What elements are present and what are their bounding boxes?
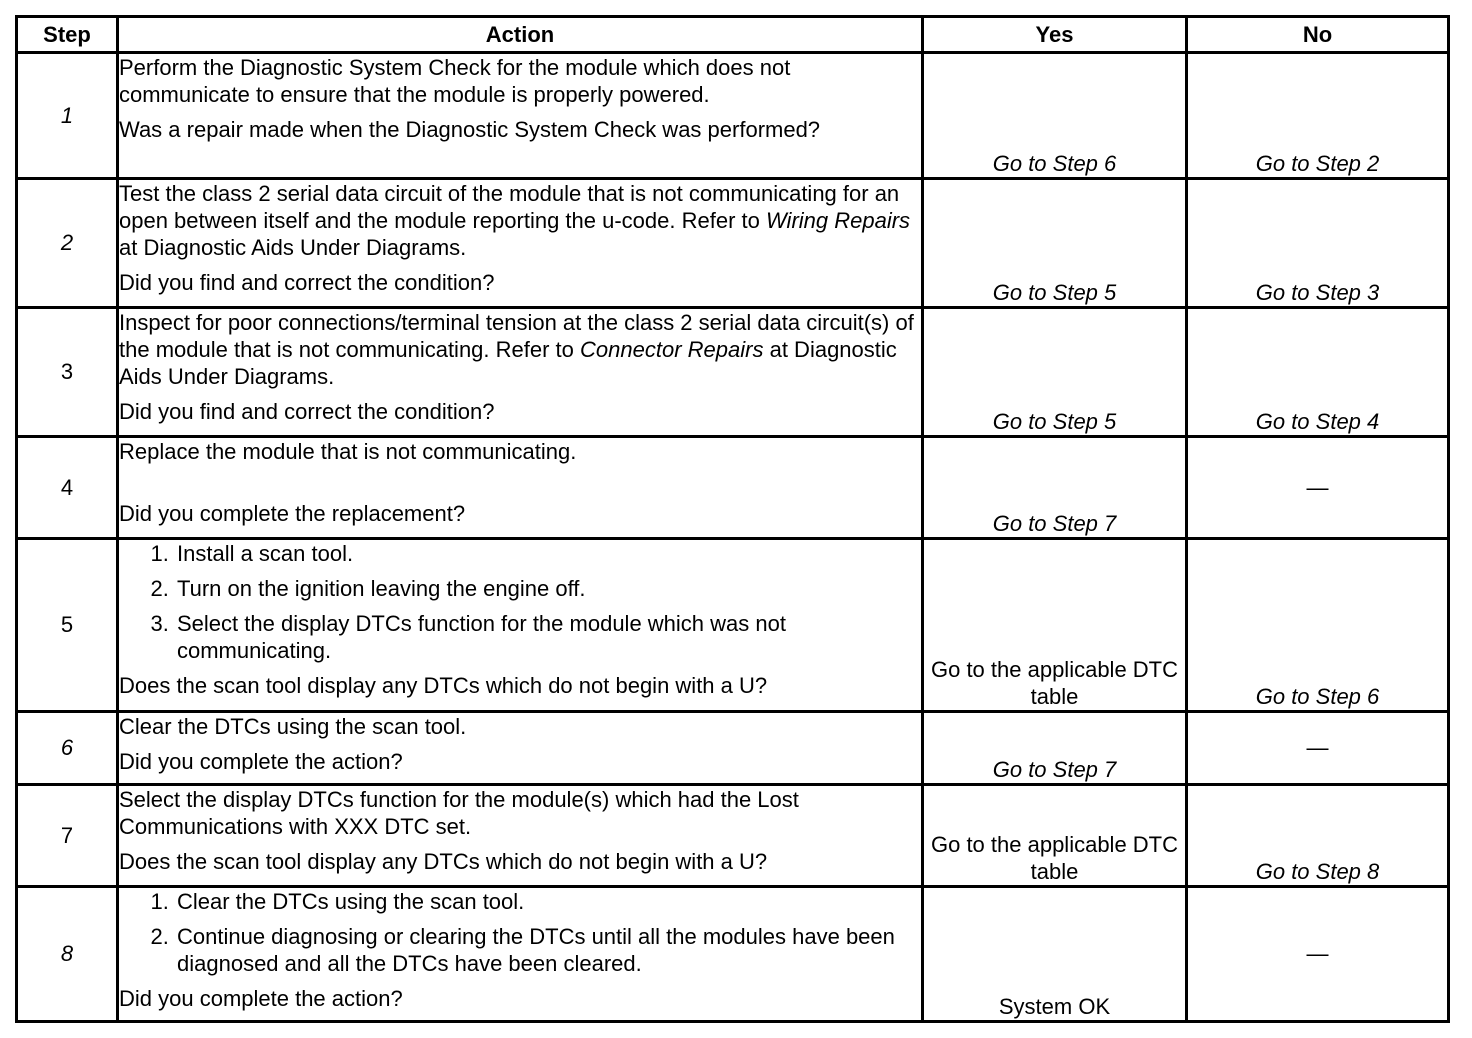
action-cell — [118, 712, 923, 785]
yes-cell: Go to Step 7 — [923, 437, 1187, 539]
no-cell: Go to Step 3 — [1187, 179, 1449, 308]
action-cell — [118, 785, 923, 887]
table-row-step-6 — [17, 712, 1449, 785]
substep-list — [119, 540, 921, 664]
action-question: Was a repair made when the Diagnostic System Check was performed? — [119, 117, 821, 142]
yes-cell: Go to Step 5 — [923, 308, 1187, 437]
no-cell: Go to Step 4 — [1187, 308, 1449, 437]
header-row — [17, 17, 1449, 53]
yes-cell: System OK — [923, 887, 1187, 1022]
table-row-step-8 — [17, 887, 1449, 1022]
no-cell: — — [1187, 887, 1449, 1022]
action-cell — [118, 179, 923, 308]
no-cell: Go to Step 2 — [1187, 53, 1449, 179]
action-question: Does the scan tool display any DTCs which do not begin with a U? — [119, 849, 768, 874]
reference-link: Connector Repairs — [580, 337, 764, 362]
no-cell: Go to Step 8 — [1187, 785, 1449, 887]
action-question: Did you find and correct the condition? — [119, 270, 495, 295]
header-step: Step — [17, 17, 118, 53]
action-instruction — [119, 180, 921, 261]
step-number: 5 — [17, 539, 118, 712]
action-cell — [118, 53, 923, 179]
yes-cell: Go to Step 5 — [923, 179, 1187, 308]
table-row-step-5 — [17, 539, 1449, 712]
yes-cell: Go to the applicable DTC table — [923, 539, 1187, 712]
table-row-step-4 — [17, 437, 1449, 539]
step-number: 7 — [17, 785, 118, 887]
action-question: Did you complete the action? — [119, 986, 403, 1011]
list-item: 1. Clear the DTCs using the scan tool. — [175, 888, 921, 915]
reference-link: Wiring Repairs — [765, 208, 911, 233]
action-question: Does the scan tool display any DTCs which do not begin with a U? — [119, 673, 768, 698]
list-item: 2. Turn on the ignition leaving the engine off. — [175, 575, 921, 602]
step-number: 1 — [17, 53, 118, 179]
action-instruction: Clear the DTCs using the scan tool. — [119, 714, 467, 739]
action-instruction — [119, 309, 921, 390]
no-cell: — — [1187, 712, 1449, 785]
step-number: 2 — [17, 179, 118, 308]
step-number: 4 — [17, 437, 118, 539]
list-item: 3. Select the display DTCs function for the module which was not communicating. — [175, 610, 921, 664]
no-cell: Go to Step 6 — [1187, 539, 1449, 712]
yes-cell: Go to Step 7 — [923, 712, 1187, 785]
step-number: 6 — [17, 712, 118, 785]
action-question: Did you find and correct the condition? — [119, 399, 495, 424]
instruction-text: Inspect for poor connections/terminal tension at the class 2 serial data circuit(s) of the module that is not communicating. Refer to — [119, 310, 914, 362]
header-no: No — [1187, 17, 1449, 53]
substep-list — [119, 888, 921, 977]
action-instruction: Replace the module that is not communicating. — [119, 439, 577, 464]
action-cell — [118, 539, 923, 712]
action-cell — [118, 437, 923, 539]
action-question: Did you complete the action? — [119, 749, 403, 774]
list-item: 1. Install a scan tool. — [175, 540, 921, 567]
table-row-step-2 — [17, 179, 1449, 308]
table-row-step-7 — [17, 785, 1449, 887]
action-instruction: Select the display DTCs function for the module(s) which had the Lost Communications with XXX DTC set. — [119, 787, 799, 839]
table-row-step-1 — [17, 53, 1449, 179]
reference-tail: at Diagnostic Aids Under Diagrams. — [119, 235, 467, 260]
yes-cell: Go to the applicable DTC table — [923, 785, 1187, 887]
action-cell — [118, 308, 923, 437]
reference-tail: at Diagnostic Aids Under Diagrams. — [119, 337, 897, 389]
action-cell — [118, 887, 923, 1022]
header-yes: Yes — [923, 17, 1187, 53]
step-number: 3 — [17, 308, 118, 437]
action-instruction: Perform the Diagnostic System Check for the module which does not communicate to ensure that the module is properly powered. — [119, 55, 791, 107]
header-action: Action — [118, 17, 923, 53]
list-item: 2. Continue diagnosing or clearing the DTCs until all the modules have been diagnosed and all the DTCs have been cleared. — [175, 923, 921, 977]
step-number: 8 — [17, 887, 118, 1022]
diagnostic-table — [15, 15, 1450, 1023]
instruction-text: Test the class 2 serial data circuit of the module that is not communicating for an open between itself and the module reporting the u-code. Refer to — [119, 181, 900, 233]
table-row-step-3 — [17, 308, 1449, 437]
action-question: Did you complete the replacement? — [119, 501, 466, 526]
no-cell: — — [1187, 437, 1449, 539]
yes-cell: Go to Step 6 — [923, 53, 1187, 179]
